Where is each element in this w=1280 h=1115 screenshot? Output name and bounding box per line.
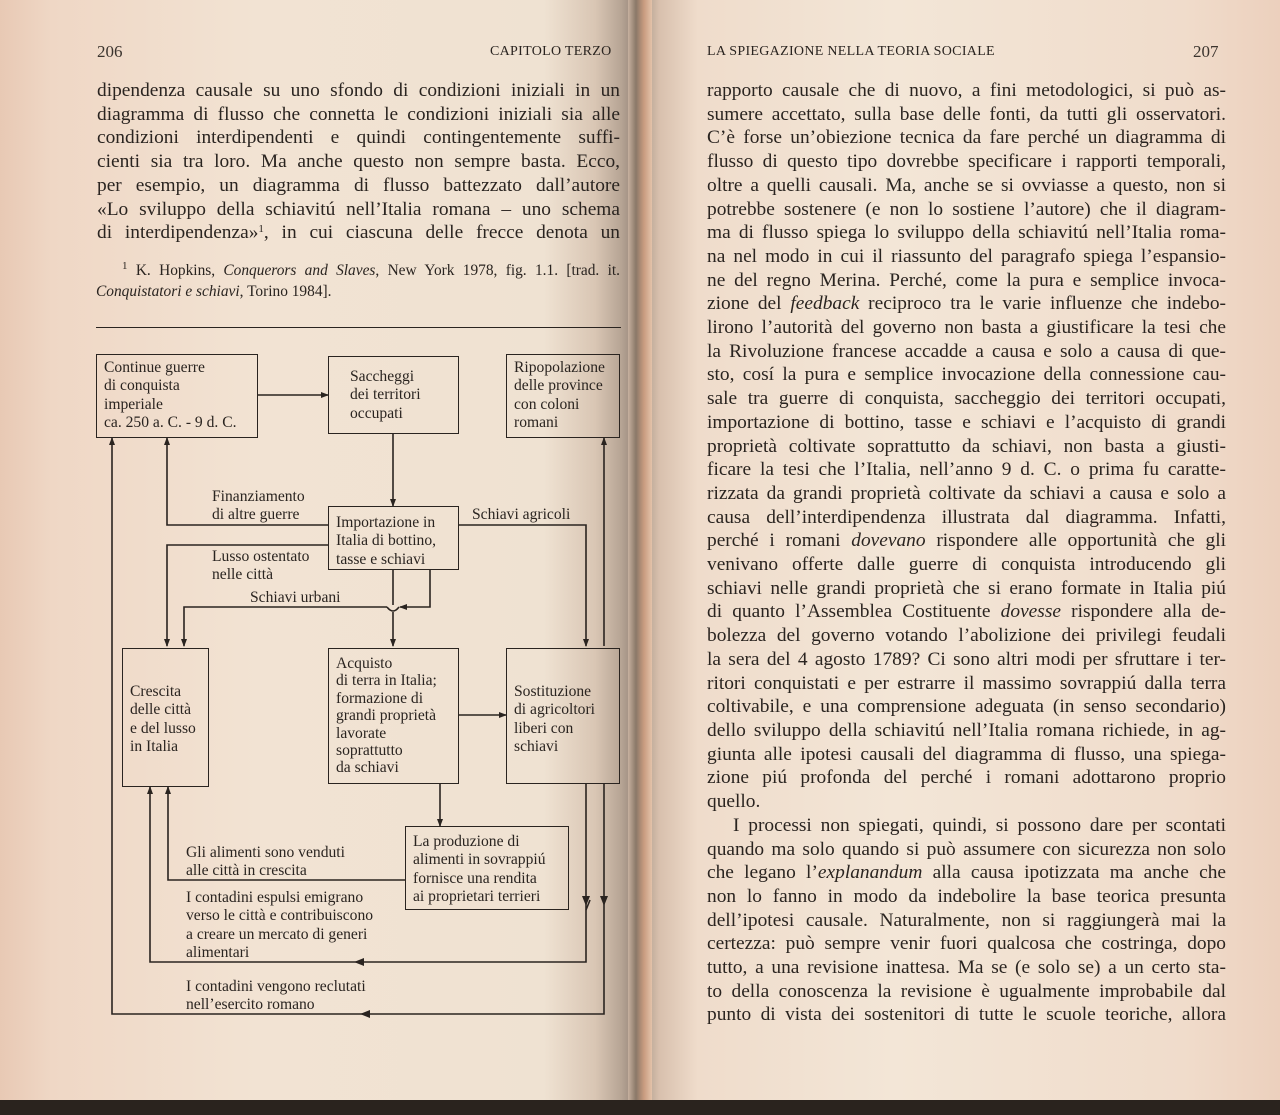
text-line: rizzata da grandi proprietà coltivate da schiavi a causa e solo a [707, 482, 1226, 504]
footnote-citation: , New York 1978, fig. 1.1. [trad. it. [375, 262, 620, 279]
italic-term: dovevano [851, 530, 926, 552]
text-line: causa dell’interdipendenza illustrata dal diagramma. Infatti, [707, 506, 1226, 528]
text-line: la Rivoluzione francese accadde a causa e solo a causa di que- [707, 340, 1226, 362]
footnote-reference[interactable]: 1 [258, 223, 264, 236]
box-conquest-wars [96, 354, 258, 438]
box-line: tasse e schiavi [336, 550, 426, 568]
text-fragment: reciproco tra le varie influenze che indebo- [859, 293, 1226, 315]
text-line: zione piú profonda del perché i romani adottarono proprio [707, 767, 1226, 789]
text-line: dello sviluppo della schiavitú nell’Italia romana richiede, in ag- [707, 719, 1226, 741]
text-line: potrebbe sostenere (e non lo sostiene l’autore) che il diagram- [707, 198, 1226, 220]
box-line: fornisce una rendita [413, 869, 537, 887]
right-body-text [707, 79, 1226, 1027]
text-line: lirono l’autorità del governo non basta a giustificare la tesi che [707, 317, 1226, 339]
left-running-head: CAPITOLO TERZO [490, 44, 612, 59]
text-fragment: di quanto l’Assemblea Costituente [707, 601, 1001, 623]
text-line: certezza: può sempre venir fuori qualcosa che costringa, dopo [707, 933, 1226, 955]
box-line: Continue guerre [104, 359, 205, 376]
italic-term: explanandum [817, 862, 923, 884]
box-line: Ripopolazione [514, 359, 605, 376]
text-line: non lo fanno in modo da indebolire la base teorica presunta [707, 885, 1226, 907]
text-line: C’è forse un’obiezione tecnica da fare perché un diagramma di [707, 127, 1226, 149]
box-line: con coloni [514, 395, 580, 413]
label-line: a creare un mercato di generi [186, 925, 368, 943]
box-line: di conquista [104, 377, 180, 395]
text-line: «Lo sviluppo della schiavitú nell’Italia romana – uno schema [97, 198, 620, 220]
box-line: Italia di bottino, [336, 532, 437, 550]
text-line: to della conoscenza la revisione è ugualmente improbabile dal [707, 980, 1226, 1002]
text-fragment: di interdipendenza» [97, 222, 259, 244]
box-line: da schiavi [336, 759, 399, 777]
label-line: nelle città [212, 566, 274, 584]
box-repopulation [506, 354, 620, 438]
box-line: occupati [350, 404, 403, 422]
text-fragment: zione del [707, 293, 791, 315]
footnote-author: K. Hopkins, [135, 262, 224, 279]
box-line: romani [514, 413, 559, 431]
label-financing [212, 488, 305, 525]
italic-term: dovesse [1000, 601, 1061, 623]
text-line: flusso di questo tipo dovrebbe specificare i rapporti temporali, [707, 151, 1226, 173]
text-line: na nel modo in cui il riassunto del paragrafo spiega l’espansio- [707, 245, 1226, 267]
left-page-number: 206 [97, 42, 123, 61]
box-line: ca. 250 a. C. - 9 d. C. [104, 413, 237, 431]
box-substitution [506, 648, 620, 784]
label-peasants-emigrate [186, 889, 373, 962]
text-line: per esempio, un diagramma di flusso battezzato dall’autore [97, 174, 620, 196]
box-line: Saccheggi [350, 368, 415, 385]
label-line: alle città in crescita [186, 862, 307, 880]
box-line: formazione di [336, 689, 424, 707]
text-line: la sera del 4 agosto 1789? Ci sono altri modi per sfruttare i ter- [707, 648, 1226, 670]
flow-diagram [0, 0, 640, 1030]
text-line: ficare la tesi che l’Italia, nell’anno 9 d. C. o prima fu carattе- [707, 459, 1226, 481]
text-line: condizioni interdipendenti e quindi contingentemente suffi- [97, 127, 620, 149]
label-line: Finanziamento [212, 488, 305, 505]
label-line: Lusso ostentato [212, 548, 310, 565]
box-line: liberi con [514, 719, 574, 737]
box-line: lavorate [336, 724, 387, 742]
label-line: I contadini espulsi emigrano [186, 889, 364, 906]
box-line: Acquisto [336, 655, 393, 672]
text-line: ritori conquistati e per estrarre il massimo sovrappiú dalla terra [707, 672, 1226, 694]
text-line [707, 600, 1226, 624]
text-line: giunta alle ipotesi causali del diagramma di flusso, una spiega- [707, 743, 1226, 765]
label-line: alimentari [186, 943, 250, 961]
box-line: delle province [514, 377, 603, 395]
text-fragment: che legano l’ [707, 862, 818, 884]
right-running-head: LA SPIEGAZIONE NELLA TEORIA SOCIALE [707, 44, 995, 59]
text-line: venivano offerte dalle guerre di conquista introducendo gli [707, 554, 1226, 576]
box-line: alimenti in sovrappiú [413, 851, 546, 869]
text-line: cienti sia tra loro. Ma anche questo non sempre basta. Ecco, [97, 151, 620, 173]
label-line: verso le città e contribuiscono [186, 907, 374, 925]
box-city-growth [122, 648, 209, 787]
text-line: I processi non spiegati, quindi, si possono dare per scontati [733, 814, 1226, 836]
text-line: quando ma solo quando si può assumere con sicurezza non solo [707, 838, 1226, 860]
text-line: punto di vista dei sostenitori di tutte le scuole teoriche, allora [707, 1004, 1226, 1026]
text-line: importazione di bottino, tasse e schiavi e l’acquisto di grandi [707, 411, 1226, 433]
label-line: Gli alimenti sono venduti [186, 844, 345, 861]
label-peasants-recruited [186, 978, 366, 1015]
text-fragment: alla causa ipotizzata ma anche che [922, 862, 1226, 884]
box-import [328, 506, 459, 570]
box-line: in Italia [130, 737, 179, 755]
page-bottom-edge [0, 1100, 1280, 1115]
text-line: sto, cosí la pura e semplice invocazione della connessione cau- [707, 364, 1226, 386]
text-line: sale tra guerre di conquista, saccheggio dei territori occupati, [707, 388, 1226, 410]
text-line: oltre a quelli causali. Ma, anche se si ovviasse a questo, non si [707, 174, 1226, 196]
paragraph-2 [707, 814, 1226, 1027]
box-line: Sostituzione [514, 683, 592, 700]
box-line: Crescita [130, 683, 182, 700]
box-line: soprattutto [336, 742, 403, 760]
paragraph-1 [707, 79, 1226, 814]
text-line: tutto, a una revisione inattesa. Ma se (e solo se) a un certo sta- [707, 957, 1226, 979]
box-line: La produzione di [413, 833, 520, 850]
text-line [707, 861, 1226, 885]
text-line: ne del regno Merina. Perché, come la pura e semplice invoca- [707, 269, 1226, 291]
text-fragment: , in cui ciascuna delle frecce denota un [263, 222, 620, 244]
box-line: schiavi [514, 737, 559, 755]
text-line: quello. [707, 791, 761, 813]
text-line: sumere accettato, sulla base delle fonti, da tutti gli osservatori. [707, 103, 1226, 125]
label-line: I contadini vengono reclutati [186, 978, 366, 995]
text-line [707, 529, 1226, 553]
text-line: dell’ipotesi causale. Naturalmente, non si raggiungerà mai la [707, 909, 1226, 931]
text-line: schiavi nelle grandi proprietà che si erano formate in Italia piú [707, 577, 1226, 599]
box-land-purchase [328, 648, 459, 784]
text-fragment: rispondere alle opportunità che gli [925, 530, 1226, 552]
text-line: rapporto causale che di nuovo, a fini metodologici, si può as- [707, 80, 1226, 101]
label-food-sold [186, 844, 345, 881]
text-line: proprietà coltivate soprattutto da schiavi, non basta a giusti- [707, 435, 1226, 457]
box-line: di agricoltori [514, 701, 595, 719]
box-line: di terra in Italia; [336, 672, 437, 690]
label-urban-slaves: Schiavi urbani [250, 589, 341, 606]
box-line: delle città [130, 701, 192, 719]
right-page-number: 207 [1193, 42, 1219, 61]
text-line: dipendenza causale su uno sfondo di condizioni iniziali in un [97, 80, 620, 101]
box-food-surplus [405, 826, 569, 910]
text-fragment: rispondere alla de- [1060, 601, 1226, 623]
box-line: e del lusso [130, 719, 196, 737]
box-plunder [328, 356, 459, 434]
label-agricultural-slaves: Schiavi agricoli [472, 506, 571, 523]
box-line: ai proprietari terrieri [413, 887, 541, 905]
text-line [707, 292, 1226, 316]
text-line: coltivabile, e una comprensione adeguata (in senso secondario) [707, 696, 1226, 718]
footnote-translation-citation: , Torino 1984]. [239, 283, 332, 300]
box-line: dei territori [350, 386, 421, 404]
footnote-translation-title: Conquistatori e schiavi [96, 283, 240, 300]
label-luxury [212, 548, 309, 585]
box-line: Importazione in [336, 514, 436, 531]
footnote-marker: 1 [122, 260, 128, 272]
box-line: imperiale [104, 395, 163, 413]
text-line: diagramma di flusso che connetta le condizioni iniziali sia alle [97, 103, 620, 125]
footnote-title: Conquerors and Slaves [223, 262, 376, 279]
text-fragment: perché i romani [707, 530, 852, 552]
label-line: di altre guerre [212, 506, 300, 524]
text-line: bolezza del governo votando l’abolizione dei privilegi feudali [707, 625, 1226, 647]
label-line: nell’esercito romano [186, 996, 315, 1014]
italic-term: feedback [790, 293, 860, 315]
text-line: ma di flusso spiega lo sviluppo della schiavitú nell’Italia roma- [707, 222, 1226, 244]
box-line: grandi proprietà [336, 707, 437, 725]
